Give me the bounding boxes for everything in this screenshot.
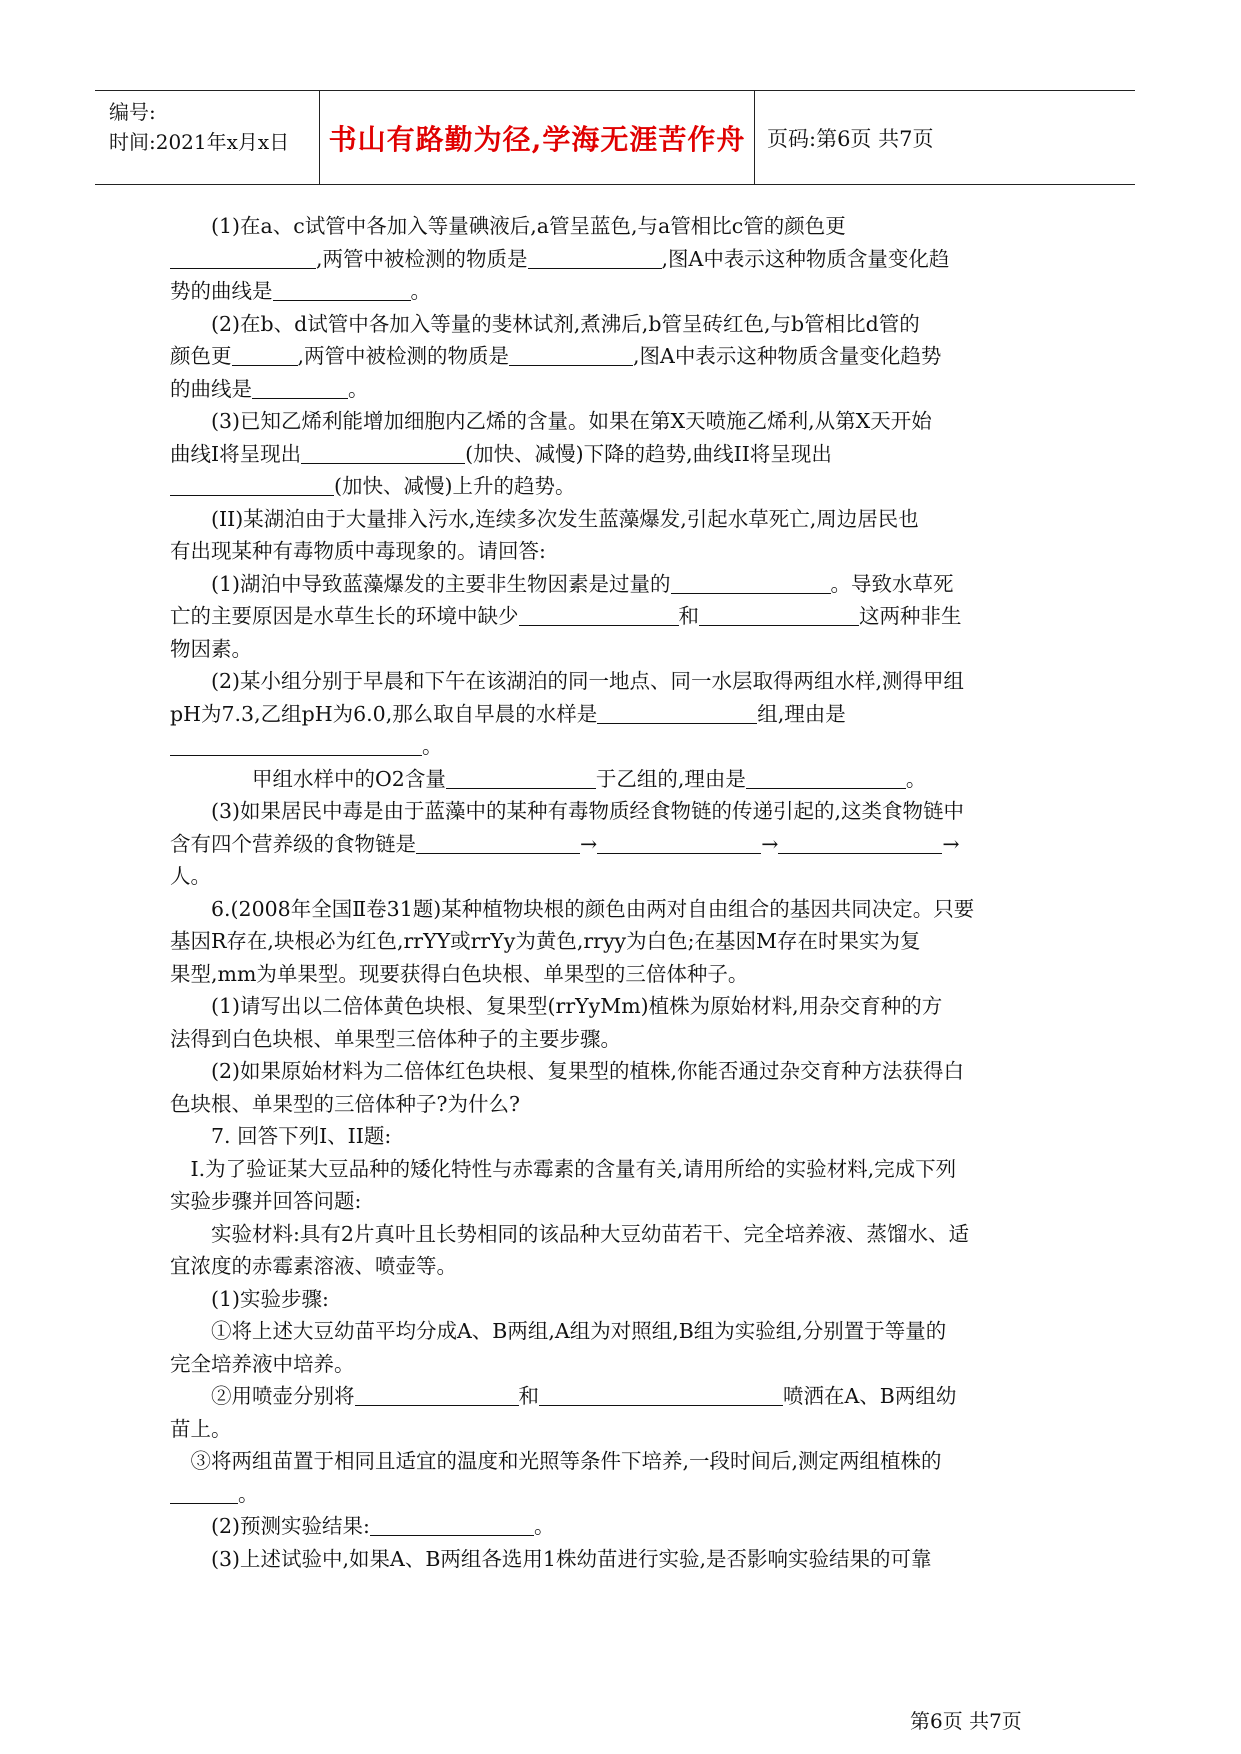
answer-blank[interactable] <box>539 1383 783 1406</box>
page-header <box>95 90 1135 185</box>
paragraph: 亡的主要原因是水草生长的环境中缺少 和 这两种非生 <box>170 604 962 628</box>
paragraph: 甲组水样中的O2含量 于乙组的,理由是 。 <box>252 766 927 791</box>
paragraph: (3)已知乙烯利能增加细胞内乙烯的含量。如果在第X天喷施乙烯利,从第X天开始 <box>211 409 932 433</box>
answer-blank[interactable] <box>746 766 906 789</box>
answer-blank[interactable] <box>370 1513 534 1536</box>
header-page-code: 页码:第6页 共7页 <box>767 126 934 151</box>
paragraph: (3)上述试验中,如果A、B两组各选用1株幼苗进行实验,是否影响实验结果的可靠 <box>211 1546 932 1571</box>
paragraph: 。 <box>170 1478 1066 1511</box>
document-number: 编号: <box>109 100 156 124</box>
answer-blank[interactable] <box>519 603 679 626</box>
paragraph: 6.(2008年全国Ⅱ卷31题)某种植物块根的颜色由两对自由组合的基因共同决定。只要 <box>211 896 975 921</box>
paragraph: 物因素。 <box>170 636 252 661</box>
answer-blank[interactable] <box>170 473 334 496</box>
answer-blank[interactable] <box>416 831 580 854</box>
paragraph: 7. 回答下列I、II题: <box>211 1124 392 1148</box>
paragraph: ,两管中被检测的物质是 ,图A中表示这种物质含量变化趋 <box>170 243 1066 276</box>
answer-blank[interactable] <box>778 831 942 854</box>
paragraph: (3)如果居民中毒是由于蓝藻中的某种有毒物质经食物链的传递引起的,这类食物链中 <box>211 799 965 823</box>
header-divider <box>319 91 320 184</box>
answer-blank[interactable] <box>528 246 662 269</box>
paragraph: 法得到白色块根、单果型三倍体种子的主要步骤。 <box>170 1026 621 1051</box>
paragraph: 含有四个营养级的食物链是 → → → <box>170 831 960 856</box>
paragraph: 。 <box>170 730 1066 763</box>
answer-blank[interactable] <box>232 343 298 366</box>
answer-blank[interactable] <box>355 1383 519 1406</box>
paragraph: 曲线I将呈现出 (加快、减慢)下降的趋势,曲线II将呈现出 <box>170 441 832 466</box>
paragraph: 有出现某种有毒物质中毒现象的。请回答: <box>170 539 546 563</box>
paragraph: pH为7.3,乙组pH为6.0,那么取自早晨的水样是 组,理由是 <box>170 701 846 726</box>
paragraph: 果型,mm为单果型。现要获得白色块根、单果型的三倍体种子。 <box>170 961 749 986</box>
paragraph: (2)预测实验结果: 。 <box>211 1514 555 1538</box>
paragraph: 苗上。 <box>170 1416 232 1441</box>
paragraph: 完全培养液中培养。 <box>170 1351 355 1376</box>
answer-blank[interactable] <box>671 571 831 594</box>
paragraph: ②用喷壶分别将 和 喷洒在A、B两组幼 <box>211 1384 957 1408</box>
paragraph: (2)如果原始材料为二倍体红色块根、复果型的植株,你能否通过杂交育种方法获得白 <box>211 1059 965 1083</box>
header-divider <box>754 91 755 184</box>
paragraph: 宜浓度的赤霉素溶液、喷壶等。 <box>170 1254 457 1278</box>
answer-blank[interactable] <box>170 246 316 269</box>
paragraph: (2)某小组分别于早晨和下午在该湖泊的同一地点、同一水层取得两组水样,测得甲组 <box>211 669 965 693</box>
answer-blank[interactable] <box>509 343 633 366</box>
paragraph: 颜色更 ,两管中被检测的物质是 ,图A中表示这种物质含量变化趋势 <box>170 344 942 368</box>
paragraph: (2)在b、d试管中各加入等量的斐林试剂,煮沸后,b管呈砖红色,与b管相比d管的 <box>211 311 920 336</box>
answer-blank[interactable] <box>170 1481 238 1504</box>
document-body <box>170 210 1066 1575</box>
paragraph: (1)湖泊中导致蓝藻爆发的主要非生物因素是过量的 。导致水草死 <box>211 571 954 596</box>
paragraph: (1)在a、c试管中各加入等量碘液后,a管呈蓝色,与a管相比c管的颜色更 <box>211 214 846 238</box>
paragraph: 基因R存在,块根必为红色,rrYY或rrYy为黄色,rryy为白色;在基因M存在时果实为复 <box>170 929 921 953</box>
page-footer: 第6页 共7页 <box>910 1709 1022 1733</box>
answer-blank[interactable] <box>301 441 465 464</box>
paragraph: 实验步骤并回答问题: <box>170 1189 362 1213</box>
header-motto: 书山有路勤为径,学海无涯苦作舟 <box>328 122 746 156</box>
answer-blank[interactable] <box>597 831 761 854</box>
paragraph: 实验材料:具有2片真叶且长势相同的该品种大豆幼苗若干、完全培养液、蒸馏水、适 <box>211 1221 969 1246</box>
paragraph: 人。 <box>170 864 211 888</box>
answer-blank[interactable] <box>699 603 859 626</box>
answer-blank[interactable] <box>273 278 411 301</box>
paragraph: (加快、减慢)上升的趋势。 <box>170 470 1066 503</box>
paragraph: (1)请写出以二倍体黄色块根、复果型(rrYyMm)植株为原始材料,用杂交育种的方 <box>211 994 943 1018</box>
paragraph: 势的曲线是 。 <box>170 279 431 303</box>
document-time: 时间:2021年x月x日 <box>109 130 290 154</box>
paragraph: 色块根、单果型的三倍体种子?为什么? <box>170 1091 520 1116</box>
answer-blank[interactable] <box>252 376 348 399</box>
paragraph: ③将两组苗置于相同且适宜的温度和光照等条件下培养,一段时间后,测定两组植株的 <box>190 1449 942 1473</box>
paragraph: I.为了验证某大豆品种的矮化特性与赤霉素的含量有关,请用所给的实验材料,完成下列 <box>190 1156 957 1181</box>
answer-blank[interactable] <box>170 733 422 756</box>
paragraph: ①将上述大豆幼苗平均分成A、B两组,A组为对照组,B组为实验组,分别置于等量的 <box>211 1319 947 1343</box>
paragraph: (1)实验步骤: <box>211 1286 329 1311</box>
answer-blank[interactable] <box>446 766 596 789</box>
paragraph: 的曲线是 。 <box>170 376 369 401</box>
answer-blank[interactable] <box>597 701 757 724</box>
paragraph: (II)某湖泊由于大量排入污水,连续多次发生蓝藻爆发,引起水草死亡,周边居民也 <box>211 506 919 531</box>
header-meta <box>109 97 289 157</box>
